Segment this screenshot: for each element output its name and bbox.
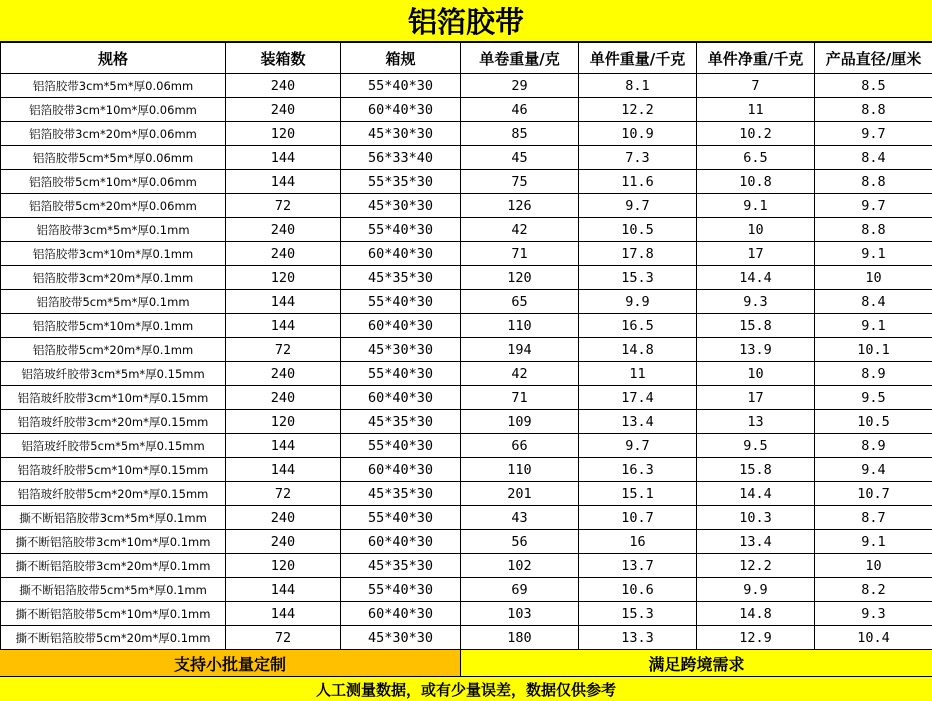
cell-roll-weight: 75 xyxy=(461,170,579,194)
cell-diameter: 9.3 xyxy=(815,602,932,626)
cell-diameter: 10.4 xyxy=(815,626,932,650)
cell-roll-weight: 66 xyxy=(461,434,579,458)
cell-net-weight: 15.8 xyxy=(697,458,815,482)
cell-diameter: 9.1 xyxy=(815,314,932,338)
cell-diameter: 8.9 xyxy=(815,434,932,458)
cell-carton-qty: 120 xyxy=(226,122,341,146)
cell-carton-qty: 144 xyxy=(226,290,341,314)
cell-spec: 铝箔胶带5cm*10m*厚0.1mm xyxy=(1,314,226,338)
cell-gross-weight: 12.2 xyxy=(579,98,697,122)
cell-diameter: 8.9 xyxy=(815,362,932,386)
cell-roll-weight: 65 xyxy=(461,290,579,314)
cell-carton-qty: 72 xyxy=(226,338,341,362)
cell-spec: 铝箔胶带3cm*5m*厚0.06mm xyxy=(1,74,226,98)
cell-diameter: 8.8 xyxy=(815,98,932,122)
cell-carton-size: 55*40*30 xyxy=(341,218,461,242)
cell-roll-weight: 180 xyxy=(461,626,579,650)
cell-roll-weight: 46 xyxy=(461,98,579,122)
cell-spec: 撕不断铝箔胶带3cm*20m*厚0.1mm xyxy=(1,554,226,578)
cell-carton-size: 55*40*30 xyxy=(341,74,461,98)
cell-roll-weight: 201 xyxy=(461,482,579,506)
cell-roll-weight: 110 xyxy=(461,314,579,338)
cell-diameter: 10 xyxy=(815,554,932,578)
cell-net-weight: 17 xyxy=(697,242,815,266)
cell-roll-weight: 120 xyxy=(461,266,579,290)
cell-carton-qty: 120 xyxy=(226,554,341,578)
cell-net-weight: 10 xyxy=(697,362,815,386)
cell-carton-qty: 240 xyxy=(226,386,341,410)
cell-diameter: 9.4 xyxy=(815,458,932,482)
cell-diameter: 8.7 xyxy=(815,506,932,530)
cell-diameter: 10.5 xyxy=(815,410,932,434)
cell-net-weight: 13 xyxy=(697,410,815,434)
cell-carton-size: 55*40*30 xyxy=(341,578,461,602)
cell-gross-weight: 9.7 xyxy=(579,434,697,458)
cell-spec: 铝箔胶带5cm*5m*厚0.06mm xyxy=(1,146,226,170)
cell-net-weight: 14.8 xyxy=(697,602,815,626)
table-row xyxy=(1,626,932,650)
cell-gross-weight: 17.4 xyxy=(579,386,697,410)
table-row xyxy=(1,386,932,410)
table-row xyxy=(1,482,932,506)
custom-order-banner: 支持小批量定制 xyxy=(0,650,461,677)
cell-carton-qty: 240 xyxy=(226,506,341,530)
cell-net-weight: 10.2 xyxy=(697,122,815,146)
cell-gross-weight: 11 xyxy=(579,362,697,386)
table-row xyxy=(1,170,932,194)
cell-spec: 撕不断铝箔胶带5cm*10m*厚0.1mm xyxy=(1,602,226,626)
cell-roll-weight: 56 xyxy=(461,530,579,554)
cell-carton-qty: 72 xyxy=(226,626,341,650)
table-row xyxy=(1,266,932,290)
cell-roll-weight: 85 xyxy=(461,122,579,146)
cell-carton-size: 45*30*30 xyxy=(341,626,461,650)
disclaimer-note: 人工测量数据，或有少量误差，数据仅供参考 xyxy=(0,677,932,701)
cell-gross-weight: 9.9 xyxy=(579,290,697,314)
cell-carton-size: 55*40*30 xyxy=(341,290,461,314)
cell-gross-weight: 13.4 xyxy=(579,410,697,434)
table-row xyxy=(1,146,932,170)
cell-net-weight: 14.4 xyxy=(697,266,815,290)
cell-roll-weight: 126 xyxy=(461,194,579,218)
table-row xyxy=(1,338,932,362)
cell-carton-qty: 240 xyxy=(226,98,341,122)
table-row xyxy=(1,218,932,242)
header-carton-qty: 装箱数 xyxy=(226,43,341,74)
cell-carton-size: 45*35*30 xyxy=(341,410,461,434)
table-row xyxy=(1,290,932,314)
cell-gross-weight: 13.7 xyxy=(579,554,697,578)
cell-carton-qty: 144 xyxy=(226,146,341,170)
cell-diameter: 9.1 xyxy=(815,530,932,554)
cell-roll-weight: 103 xyxy=(461,602,579,626)
cell-diameter: 8.2 xyxy=(815,578,932,602)
cell-gross-weight: 16 xyxy=(579,530,697,554)
cell-gross-weight: 15.1 xyxy=(579,482,697,506)
cell-diameter: 8.8 xyxy=(815,170,932,194)
cell-gross-weight: 9.7 xyxy=(579,194,697,218)
header-diameter: 产品直径/厘米 xyxy=(815,43,932,74)
cell-carton-size: 60*40*30 xyxy=(341,314,461,338)
cell-gross-weight: 17.8 xyxy=(579,242,697,266)
table-row xyxy=(1,98,932,122)
cell-spec: 撕不断铝箔胶带3cm*5m*厚0.1mm xyxy=(1,506,226,530)
cell-roll-weight: 45 xyxy=(461,146,579,170)
cell-carton-size: 60*40*30 xyxy=(341,98,461,122)
table-row xyxy=(1,242,932,266)
cell-carton-qty: 240 xyxy=(226,74,341,98)
cell-carton-size: 45*30*30 xyxy=(341,194,461,218)
cell-spec: 铝箔胶带5cm*20m*厚0.1mm xyxy=(1,338,226,362)
cell-carton-qty: 144 xyxy=(226,578,341,602)
table-row xyxy=(1,122,932,146)
cell-spec: 铝箔胶带5cm*20m*厚0.06mm xyxy=(1,194,226,218)
cell-gross-weight: 13.3 xyxy=(579,626,697,650)
cell-roll-weight: 71 xyxy=(461,386,579,410)
cell-carton-qty: 72 xyxy=(226,482,341,506)
cell-spec: 铝箔玻纤胶带5cm*20m*厚0.15mm xyxy=(1,482,226,506)
cell-diameter: 8.8 xyxy=(815,218,932,242)
cell-carton-size: 45*35*30 xyxy=(341,482,461,506)
sheet-title: 铝箔胶带 xyxy=(0,0,932,42)
cell-gross-weight: 11.6 xyxy=(579,170,697,194)
cell-carton-qty: 120 xyxy=(226,266,341,290)
cell-diameter: 9.5 xyxy=(815,386,932,410)
cell-diameter: 9.7 xyxy=(815,122,932,146)
cell-carton-qty: 144 xyxy=(226,314,341,338)
cell-gross-weight: 10.9 xyxy=(579,122,697,146)
cell-diameter: 9.1 xyxy=(815,242,932,266)
cell-spec: 铝箔胶带3cm*5m*厚0.1mm xyxy=(1,218,226,242)
cell-carton-size: 60*40*30 xyxy=(341,242,461,266)
cell-net-weight: 12.9 xyxy=(697,626,815,650)
cell-net-weight: 13.4 xyxy=(697,530,815,554)
cross-border-banner: 满足跨境需求 xyxy=(461,650,932,677)
header-gross-weight: 单件重量/千克 xyxy=(579,43,697,74)
cell-spec: 铝箔胶带3cm*20m*厚0.06mm xyxy=(1,122,226,146)
cell-spec: 铝箔胶带3cm*10m*厚0.1mm xyxy=(1,242,226,266)
header-carton-size: 箱规 xyxy=(341,43,461,74)
cell-carton-size: 60*40*30 xyxy=(341,458,461,482)
header-roll-weight: 单卷重量/克 xyxy=(461,43,579,74)
cell-gross-weight: 10.7 xyxy=(579,506,697,530)
cell-gross-weight: 8.1 xyxy=(579,74,697,98)
cell-net-weight: 9.1 xyxy=(697,194,815,218)
header-net-weight: 单件净重/千克 xyxy=(697,43,815,74)
cell-diameter: 10.1 xyxy=(815,338,932,362)
cell-carton-qty: 240 xyxy=(226,242,341,266)
table-row xyxy=(1,434,932,458)
cell-net-weight: 15.8 xyxy=(697,314,815,338)
cell-gross-weight: 10.6 xyxy=(579,578,697,602)
cell-carton-size: 45*30*30 xyxy=(341,122,461,146)
cell-roll-weight: 102 xyxy=(461,554,579,578)
cell-carton-size: 55*40*30 xyxy=(341,434,461,458)
cell-carton-size: 45*30*30 xyxy=(341,338,461,362)
cell-carton-size: 60*40*30 xyxy=(341,386,461,410)
cell-spec: 撕不断铝箔胶带3cm*10m*厚0.1mm xyxy=(1,530,226,554)
cell-net-weight: 13.9 xyxy=(697,338,815,362)
cell-carton-size: 55*40*30 xyxy=(341,362,461,386)
cell-gross-weight: 16.3 xyxy=(579,458,697,482)
cell-gross-weight: 15.3 xyxy=(579,602,697,626)
table-row xyxy=(1,362,932,386)
cell-carton-qty: 72 xyxy=(226,194,341,218)
cell-carton-size: 55*40*30 xyxy=(341,506,461,530)
cell-carton-qty: 240 xyxy=(226,530,341,554)
table-row xyxy=(1,602,932,626)
cell-roll-weight: 29 xyxy=(461,74,579,98)
cell-net-weight: 9.3 xyxy=(697,290,815,314)
table-row xyxy=(1,74,932,98)
table-row xyxy=(1,506,932,530)
cell-diameter: 10.7 xyxy=(815,482,932,506)
cell-carton-size: 55*35*30 xyxy=(341,170,461,194)
cell-spec: 撕不断铝箔胶带5cm*5m*厚0.1mm xyxy=(1,578,226,602)
cell-net-weight: 6.5 xyxy=(697,146,815,170)
cell-spec: 铝箔胶带5cm*5m*厚0.1mm xyxy=(1,290,226,314)
spec-table xyxy=(0,42,932,650)
cell-carton-size: 56*33*40 xyxy=(341,146,461,170)
cell-gross-weight: 10.5 xyxy=(579,218,697,242)
cell-roll-weight: 42 xyxy=(461,218,579,242)
cell-diameter: 8.4 xyxy=(815,290,932,314)
cell-diameter: 8.4 xyxy=(815,146,932,170)
cell-roll-weight: 110 xyxy=(461,458,579,482)
cell-spec: 铝箔玻纤胶带3cm*5m*厚0.15mm xyxy=(1,362,226,386)
cell-net-weight: 10 xyxy=(697,218,815,242)
header-spec: 规格 xyxy=(1,43,226,74)
table-row xyxy=(1,554,932,578)
cell-carton-qty: 120 xyxy=(226,410,341,434)
cell-carton-size: 60*40*30 xyxy=(341,530,461,554)
cell-net-weight: 17 xyxy=(697,386,815,410)
cell-spec: 铝箔胶带3cm*20m*厚0.1mm xyxy=(1,266,226,290)
cell-net-weight: 7 xyxy=(697,74,815,98)
cell-net-weight: 11 xyxy=(697,98,815,122)
cell-carton-qty: 240 xyxy=(226,362,341,386)
cell-gross-weight: 14.8 xyxy=(579,338,697,362)
table-row xyxy=(1,458,932,482)
cell-gross-weight: 7.3 xyxy=(579,146,697,170)
cell-carton-qty: 144 xyxy=(226,458,341,482)
cell-roll-weight: 109 xyxy=(461,410,579,434)
cell-spec: 铝箔玻纤胶带5cm*5m*厚0.15mm xyxy=(1,434,226,458)
cell-spec: 铝箔玻纤胶带5cm*10m*厚0.15mm xyxy=(1,458,226,482)
header-row xyxy=(1,43,932,74)
cell-net-weight: 12.2 xyxy=(697,554,815,578)
cell-diameter: 8.5 xyxy=(815,74,932,98)
cell-gross-weight: 16.5 xyxy=(579,314,697,338)
cell-carton-qty: 144 xyxy=(226,434,341,458)
cell-gross-weight: 15.3 xyxy=(579,266,697,290)
cell-spec: 撕不断铝箔胶带5cm*20m*厚0.1mm xyxy=(1,626,226,650)
cell-roll-weight: 43 xyxy=(461,506,579,530)
cell-carton-size: 45*35*30 xyxy=(341,266,461,290)
cell-spec: 铝箔胶带5cm*10m*厚0.06mm xyxy=(1,170,226,194)
cell-net-weight: 14.4 xyxy=(697,482,815,506)
table-row xyxy=(1,530,932,554)
cell-net-weight: 10.3 xyxy=(697,506,815,530)
table-row xyxy=(1,410,932,434)
table-row xyxy=(1,194,932,218)
cell-carton-qty: 144 xyxy=(226,170,341,194)
cell-spec: 铝箔胶带3cm*10m*厚0.06mm xyxy=(1,98,226,122)
cell-diameter: 10 xyxy=(815,266,932,290)
cell-carton-size: 45*35*30 xyxy=(341,554,461,578)
cell-roll-weight: 71 xyxy=(461,242,579,266)
table-row xyxy=(1,578,932,602)
cell-diameter: 9.7 xyxy=(815,194,932,218)
cell-net-weight: 10.8 xyxy=(697,170,815,194)
cell-carton-qty: 144 xyxy=(226,602,341,626)
cell-roll-weight: 194 xyxy=(461,338,579,362)
cell-net-weight: 9.5 xyxy=(697,434,815,458)
cell-carton-qty: 240 xyxy=(226,218,341,242)
cell-net-weight: 9.9 xyxy=(697,578,815,602)
cell-spec: 铝箔玻纤胶带3cm*20m*厚0.15mm xyxy=(1,410,226,434)
cell-roll-weight: 69 xyxy=(461,578,579,602)
cell-roll-weight: 42 xyxy=(461,362,579,386)
cell-spec: 铝箔玻纤胶带3cm*10m*厚0.15mm xyxy=(1,386,226,410)
table-row xyxy=(1,314,932,338)
cell-carton-size: 60*40*30 xyxy=(341,602,461,626)
